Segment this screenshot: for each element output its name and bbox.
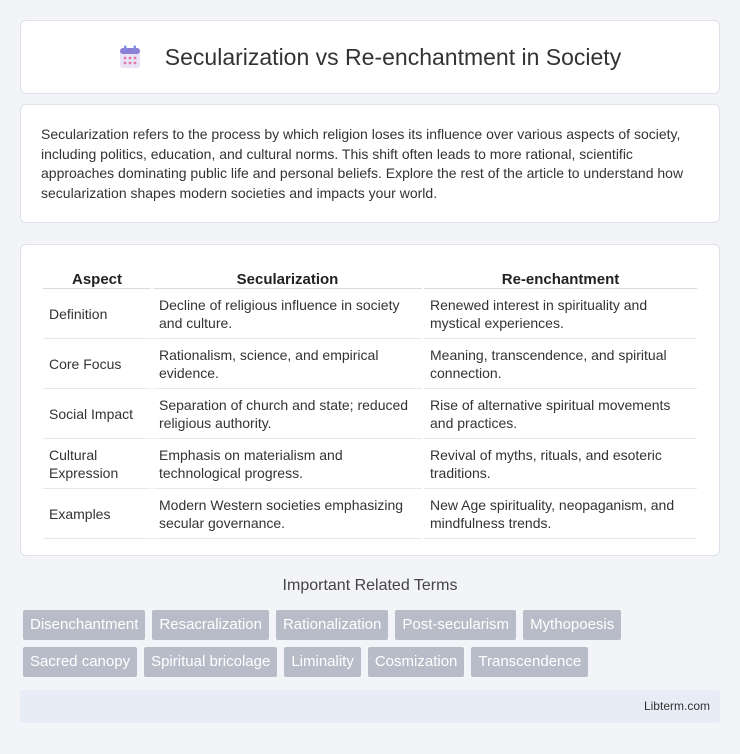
tag-mythopoesis[interactable]: Mythopoesis	[523, 610, 621, 640]
comparison-card	[20, 244, 720, 556]
related-terms-title: Important Related Terms	[282, 577, 458, 594]
tag-transcendence[interactable]: Transcendence	[471, 647, 588, 677]
row-aspect: Cultural Expression	[43, 441, 151, 489]
header-secularization: Secularization	[153, 267, 422, 289]
table-row	[43, 441, 697, 489]
tag-rationalization[interactable]: Rationalization	[276, 610, 388, 640]
tag-post-secularism[interactable]: Post-secularism	[395, 610, 516, 640]
calendar-icon	[119, 45, 141, 69]
row-re-enchantment: Rise of alternative spiritual movements and practices.	[424, 391, 697, 439]
row-aspect: Social Impact	[43, 391, 151, 439]
header-aspect: Aspect	[43, 267, 151, 289]
row-secularization: Modern Western societies emphasizing secular governance.	[153, 491, 422, 539]
row-secularization: Rationalism, science, and empirical evidence.	[153, 341, 422, 389]
row-re-enchantment: Revival of myths, rituals, and esoteric traditions.	[424, 441, 697, 489]
row-aspect: Examples	[43, 491, 151, 539]
tag-sacred-canopy[interactable]: Sacred canopy	[23, 647, 137, 677]
tag-liminality[interactable]: Liminality	[284, 647, 361, 677]
tag-cosmization[interactable]: Cosmization	[368, 647, 465, 677]
tag-disenchantment[interactable]: Disenchantment	[23, 610, 145, 640]
row-re-enchantment: Renewed interest in spirituality and mystical experiences.	[424, 291, 697, 339]
footer	[20, 690, 720, 723]
intro-text: Secularization refers to the process by which religion loses its influence over various aspects of society, including politics, education, and cultural norms. This shift often leads to more rational, scientific approaches dominating public life and personal beliefs. Explore the rest of the article to understand how secularization shapes modern societies and impacts your world.	[41, 126, 684, 201]
table-row	[43, 491, 697, 539]
intro-card	[20, 104, 720, 223]
table-row	[43, 391, 697, 439]
table-row	[43, 341, 697, 389]
row-aspect: Core Focus	[43, 341, 151, 389]
page-title: Secularization vs Re-enchantment in Society	[164, 43, 622, 70]
title-card	[20, 20, 720, 94]
comparison-table	[41, 265, 699, 541]
tag-resacralization[interactable]: Resacralization	[152, 610, 269, 640]
footer-link[interactable]: Libterm.com	[643, 699, 710, 713]
table-header-row	[43, 267, 697, 289]
related-terms-row	[23, 647, 723, 677]
row-re-enchantment: New Age spirituality, neopaganism, and mindfulness trends.	[424, 491, 697, 539]
tag-spiritual-bricolage[interactable]: Spiritual bricolage	[144, 647, 277, 677]
table-row	[43, 291, 697, 339]
row-secularization: Emphasis on materialism and technological progress.	[153, 441, 422, 489]
header-re-enchantment: Re-enchantment	[424, 267, 697, 289]
row-aspect: Definition	[43, 291, 151, 339]
row-re-enchantment: Meaning, transcendence, and spiritual connection.	[424, 341, 697, 389]
row-secularization: Decline of religious influence in society and culture.	[153, 291, 422, 339]
related-terms-row	[23, 610, 723, 640]
row-secularization: Separation of church and state; reduced religious authority.	[153, 391, 422, 439]
